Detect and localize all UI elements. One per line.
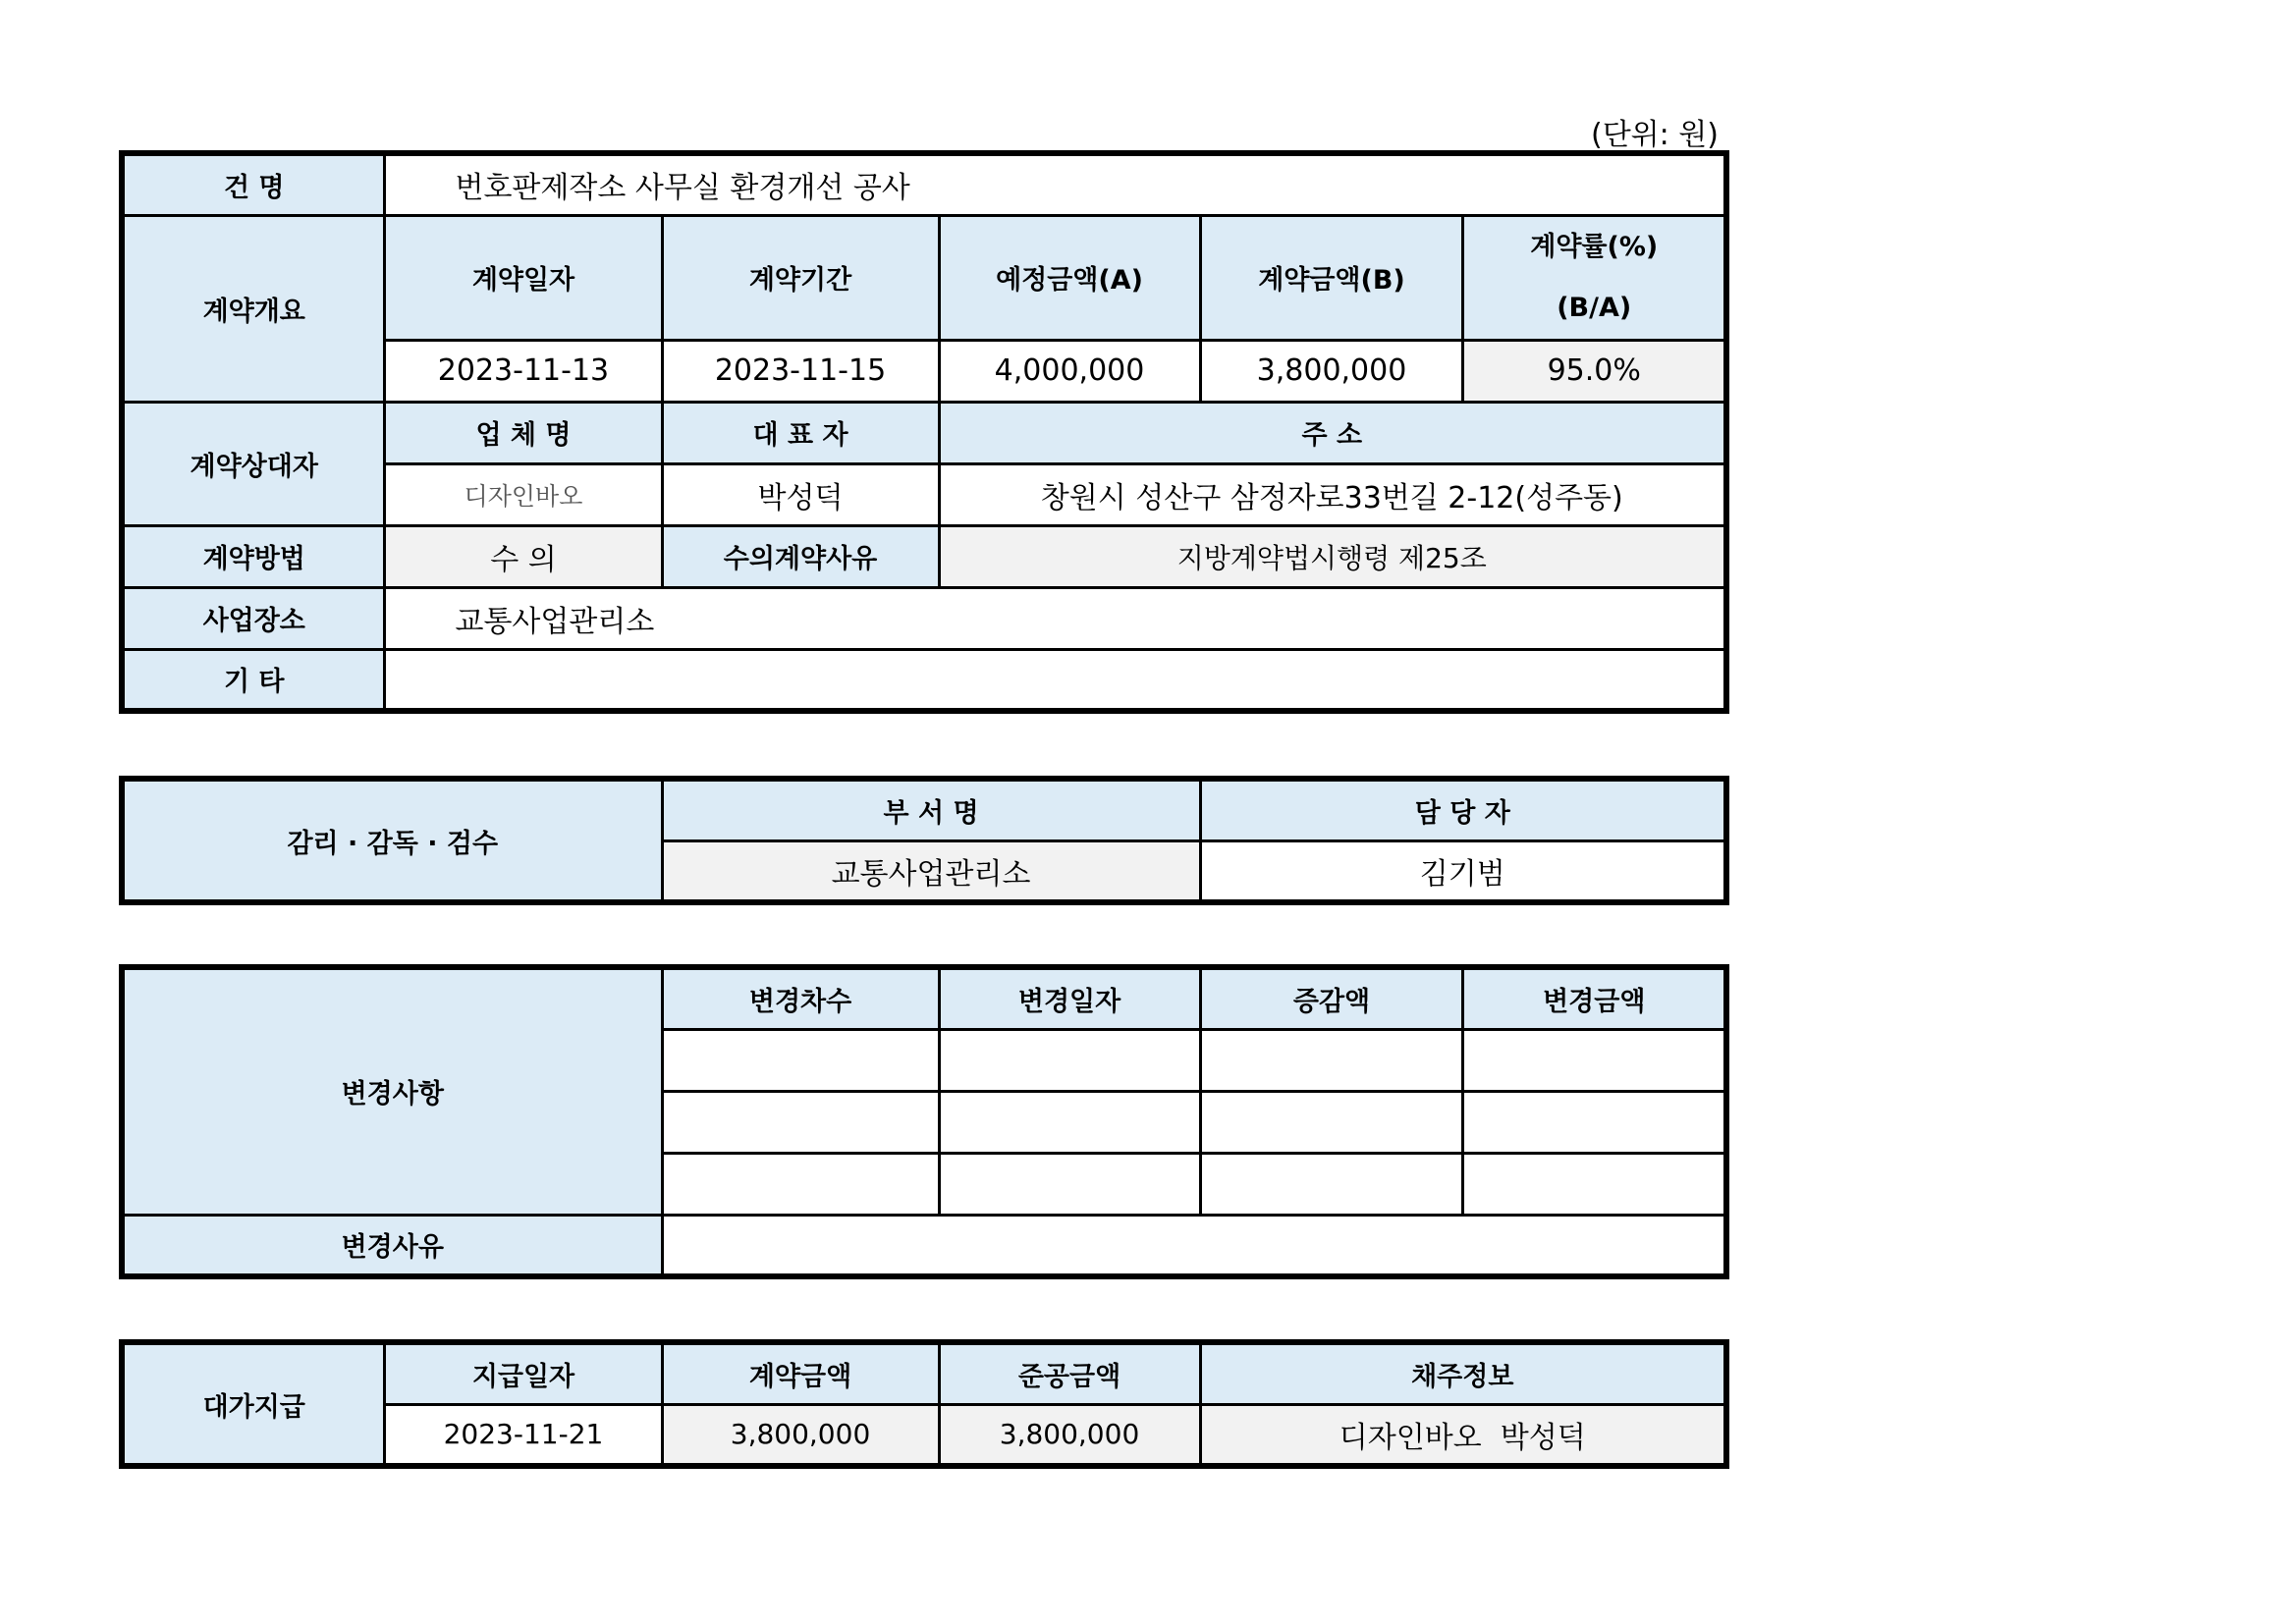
title-value: 번호판제작소 사무실 환경개선 공사 [385,153,1726,215]
change-cell [1463,1029,1726,1091]
payment-date-value: 2023-11-21 [385,1404,662,1466]
header-person-in-charge: 담 당 자 [1200,779,1726,840]
reason-label: 수의계약사유 [662,525,939,587]
header-contract-rate-line2: (B/A) [1557,292,1632,323]
payment-label: 대가지급 [122,1342,385,1466]
change-cell [1200,1153,1463,1215]
change-cell [1463,1091,1726,1153]
header-address: 주 소 [939,402,1726,463]
party-label: 계약상대자 [122,402,385,525]
completion-amount-value: 3,800,000 [939,1404,1200,1466]
reason-value: 지방계약법시행령 제25조 [939,525,1726,587]
change-cell [1200,1029,1463,1091]
company-value: 디자인바오 [385,463,662,525]
header-payment-date: 지급일자 [385,1342,662,1404]
payment-table [119,1339,1729,1469]
header-change-amount: 변경금액 [1463,967,1726,1029]
person-in-charge-value: 김기범 [1200,840,1726,902]
contract-table [119,150,1729,714]
etc-value [385,649,1726,711]
header-completion-amount: 준공금액 [939,1342,1200,1404]
method-value: 수 의 [385,525,662,587]
department-value: 교통사업관리소 [662,840,1200,902]
unit-label: (단위: 원) [1591,118,1719,152]
change-cell [939,1029,1200,1091]
header-company: 업 체 명 [385,402,662,463]
contract-date-value: 2023-11-13 [385,340,662,402]
header-change-count: 변경차수 [662,967,939,1029]
estimate-amount-value: 4,000,000 [939,340,1200,402]
header-representative: 대 표 자 [662,402,939,463]
change-reason-label: 변경사유 [122,1215,662,1276]
header-contract-amount: 계약금액(B) [1200,215,1463,340]
change-cell [1463,1153,1726,1215]
payment-contract-amount-value: 3,800,000 [662,1404,939,1466]
header-contract-rate-line1: 계약률(%) [1530,231,1659,262]
supervision-table [119,776,1729,905]
overview-label: 계약개요 [122,215,385,402]
contract-amount-value: 3,800,000 [1200,340,1463,402]
header-contract-rate [1463,215,1726,340]
representative-value: 박성덕 [662,463,939,525]
change-cell [939,1153,1200,1215]
header-estimate-amount: 예정금액(A) [939,215,1200,340]
change-cell [662,1153,939,1215]
change-cell [662,1091,939,1153]
header-contract-period: 계약기간 [662,215,939,340]
change-cell [939,1091,1200,1153]
header-change-delta: 증감액 [1200,967,1463,1029]
changes-label: 변경사항 [122,967,662,1215]
title-label: 건 명 [122,153,385,215]
header-change-date: 변경일자 [939,967,1200,1029]
contract-period-value: 2023-11-15 [662,340,939,402]
header-department: 부 서 명 [662,779,1200,840]
method-label: 계약방법 [122,525,385,587]
supervision-label: 감리 · 감독 · 검수 [122,779,662,902]
header-contract-date: 계약일자 [385,215,662,340]
creditor-info-value: 디자인바오 박성덕 [1200,1404,1726,1466]
etc-label: 기 타 [122,649,385,711]
address-value: 창원시 성산구 삼정자로33번길 2-12(성주동) [939,463,1726,525]
location-label: 사업장소 [122,587,385,649]
change-reason-value [662,1215,1726,1276]
change-cell [1200,1091,1463,1153]
header-payment-contract-amount: 계약금액 [662,1342,939,1404]
contract-rate-value: 95.0% [1463,340,1726,402]
header-creditor-info: 채주정보 [1200,1342,1726,1404]
changes-table [119,964,1729,1279]
location-value: 교통사업관리소 [385,587,1726,649]
change-cell [662,1029,939,1091]
